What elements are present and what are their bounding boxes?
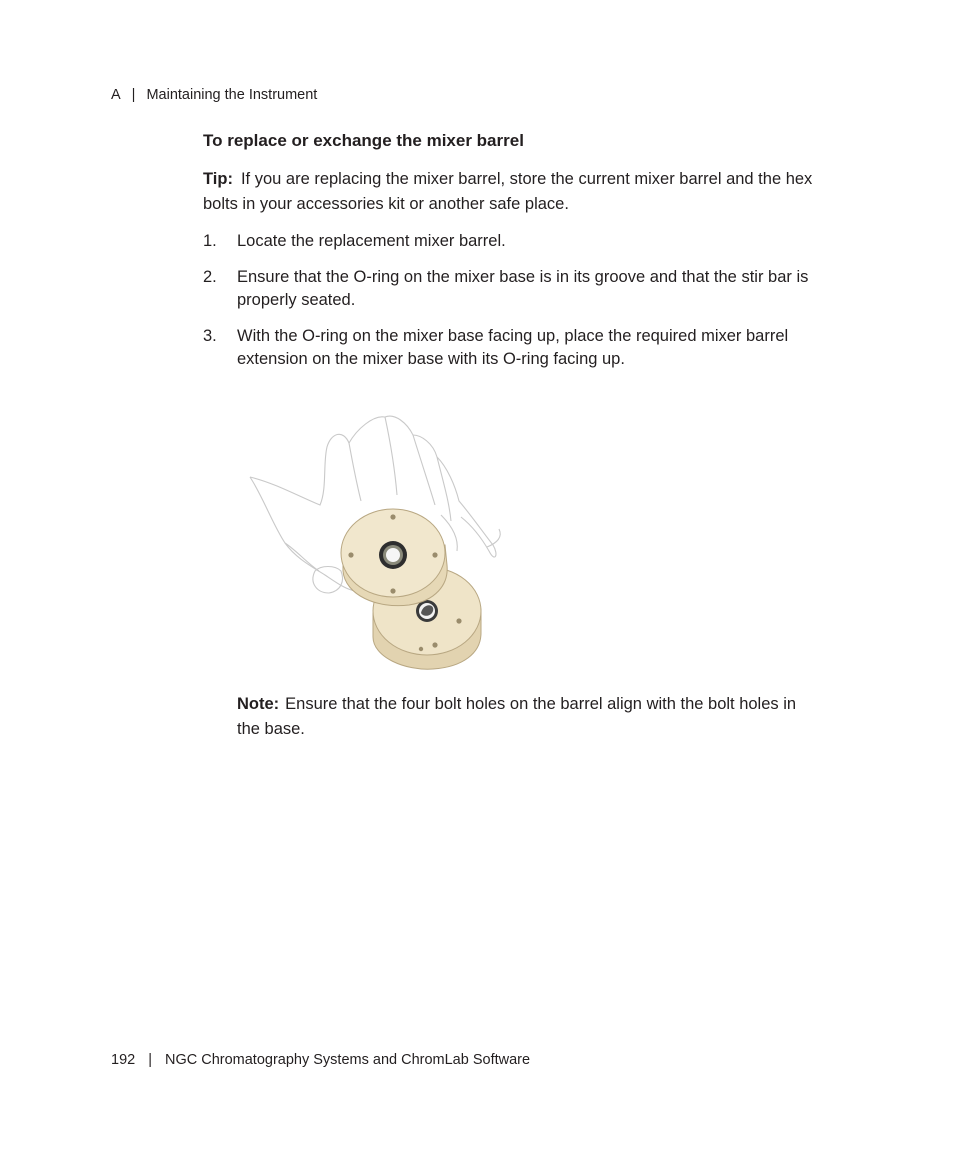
mixer-barrel-illustration [245, 405, 505, 673]
tip-label: Tip: [203, 170, 233, 188]
footer-separator: | [148, 1052, 152, 1068]
procedure-heading: To replace or exchange the mixer barrel [203, 131, 524, 150]
running-footer [111, 1052, 530, 1068]
step-1 [203, 230, 843, 253]
step-number: 1. [203, 232, 217, 250]
header-section: A [111, 87, 121, 103]
step-text: Locate the replacement mixer barrel. [237, 232, 506, 250]
note-text: Ensure that the four bolt holes on the barrel align with the bolt holes in the base. [237, 695, 797, 738]
tip-text: If you are replacing the mixer barrel, store the current mixer barrel and the hex bolts in your accessories kit or another safe place. [203, 170, 813, 213]
step-text: Ensure that the O-ring on the mixer base is in its groove and that the stir bar is properly seated. [237, 268, 809, 309]
steps-list [203, 230, 843, 384]
step-3 [203, 325, 843, 371]
running-header [111, 87, 317, 103]
step-number: 2. [203, 268, 217, 286]
note-block [237, 692, 817, 742]
header-separator: | [131, 87, 136, 103]
step-text: With the O-ring on the mixer base facing up, place the required mixer barrel extension on the mixer base with its O-ring facing up. [237, 327, 789, 368]
note-label: Note: [237, 695, 280, 713]
step-2 [203, 266, 843, 312]
step-number: 3. [203, 327, 217, 345]
header-title: Maintaining the Instrument [146, 87, 318, 103]
tip-block [203, 167, 823, 217]
footer-title: NGC Chromatography Systems and ChromLab Software [164, 1052, 531, 1068]
page-number: 192 [111, 1052, 136, 1068]
hand-placing-barrel-icon [245, 405, 505, 673]
